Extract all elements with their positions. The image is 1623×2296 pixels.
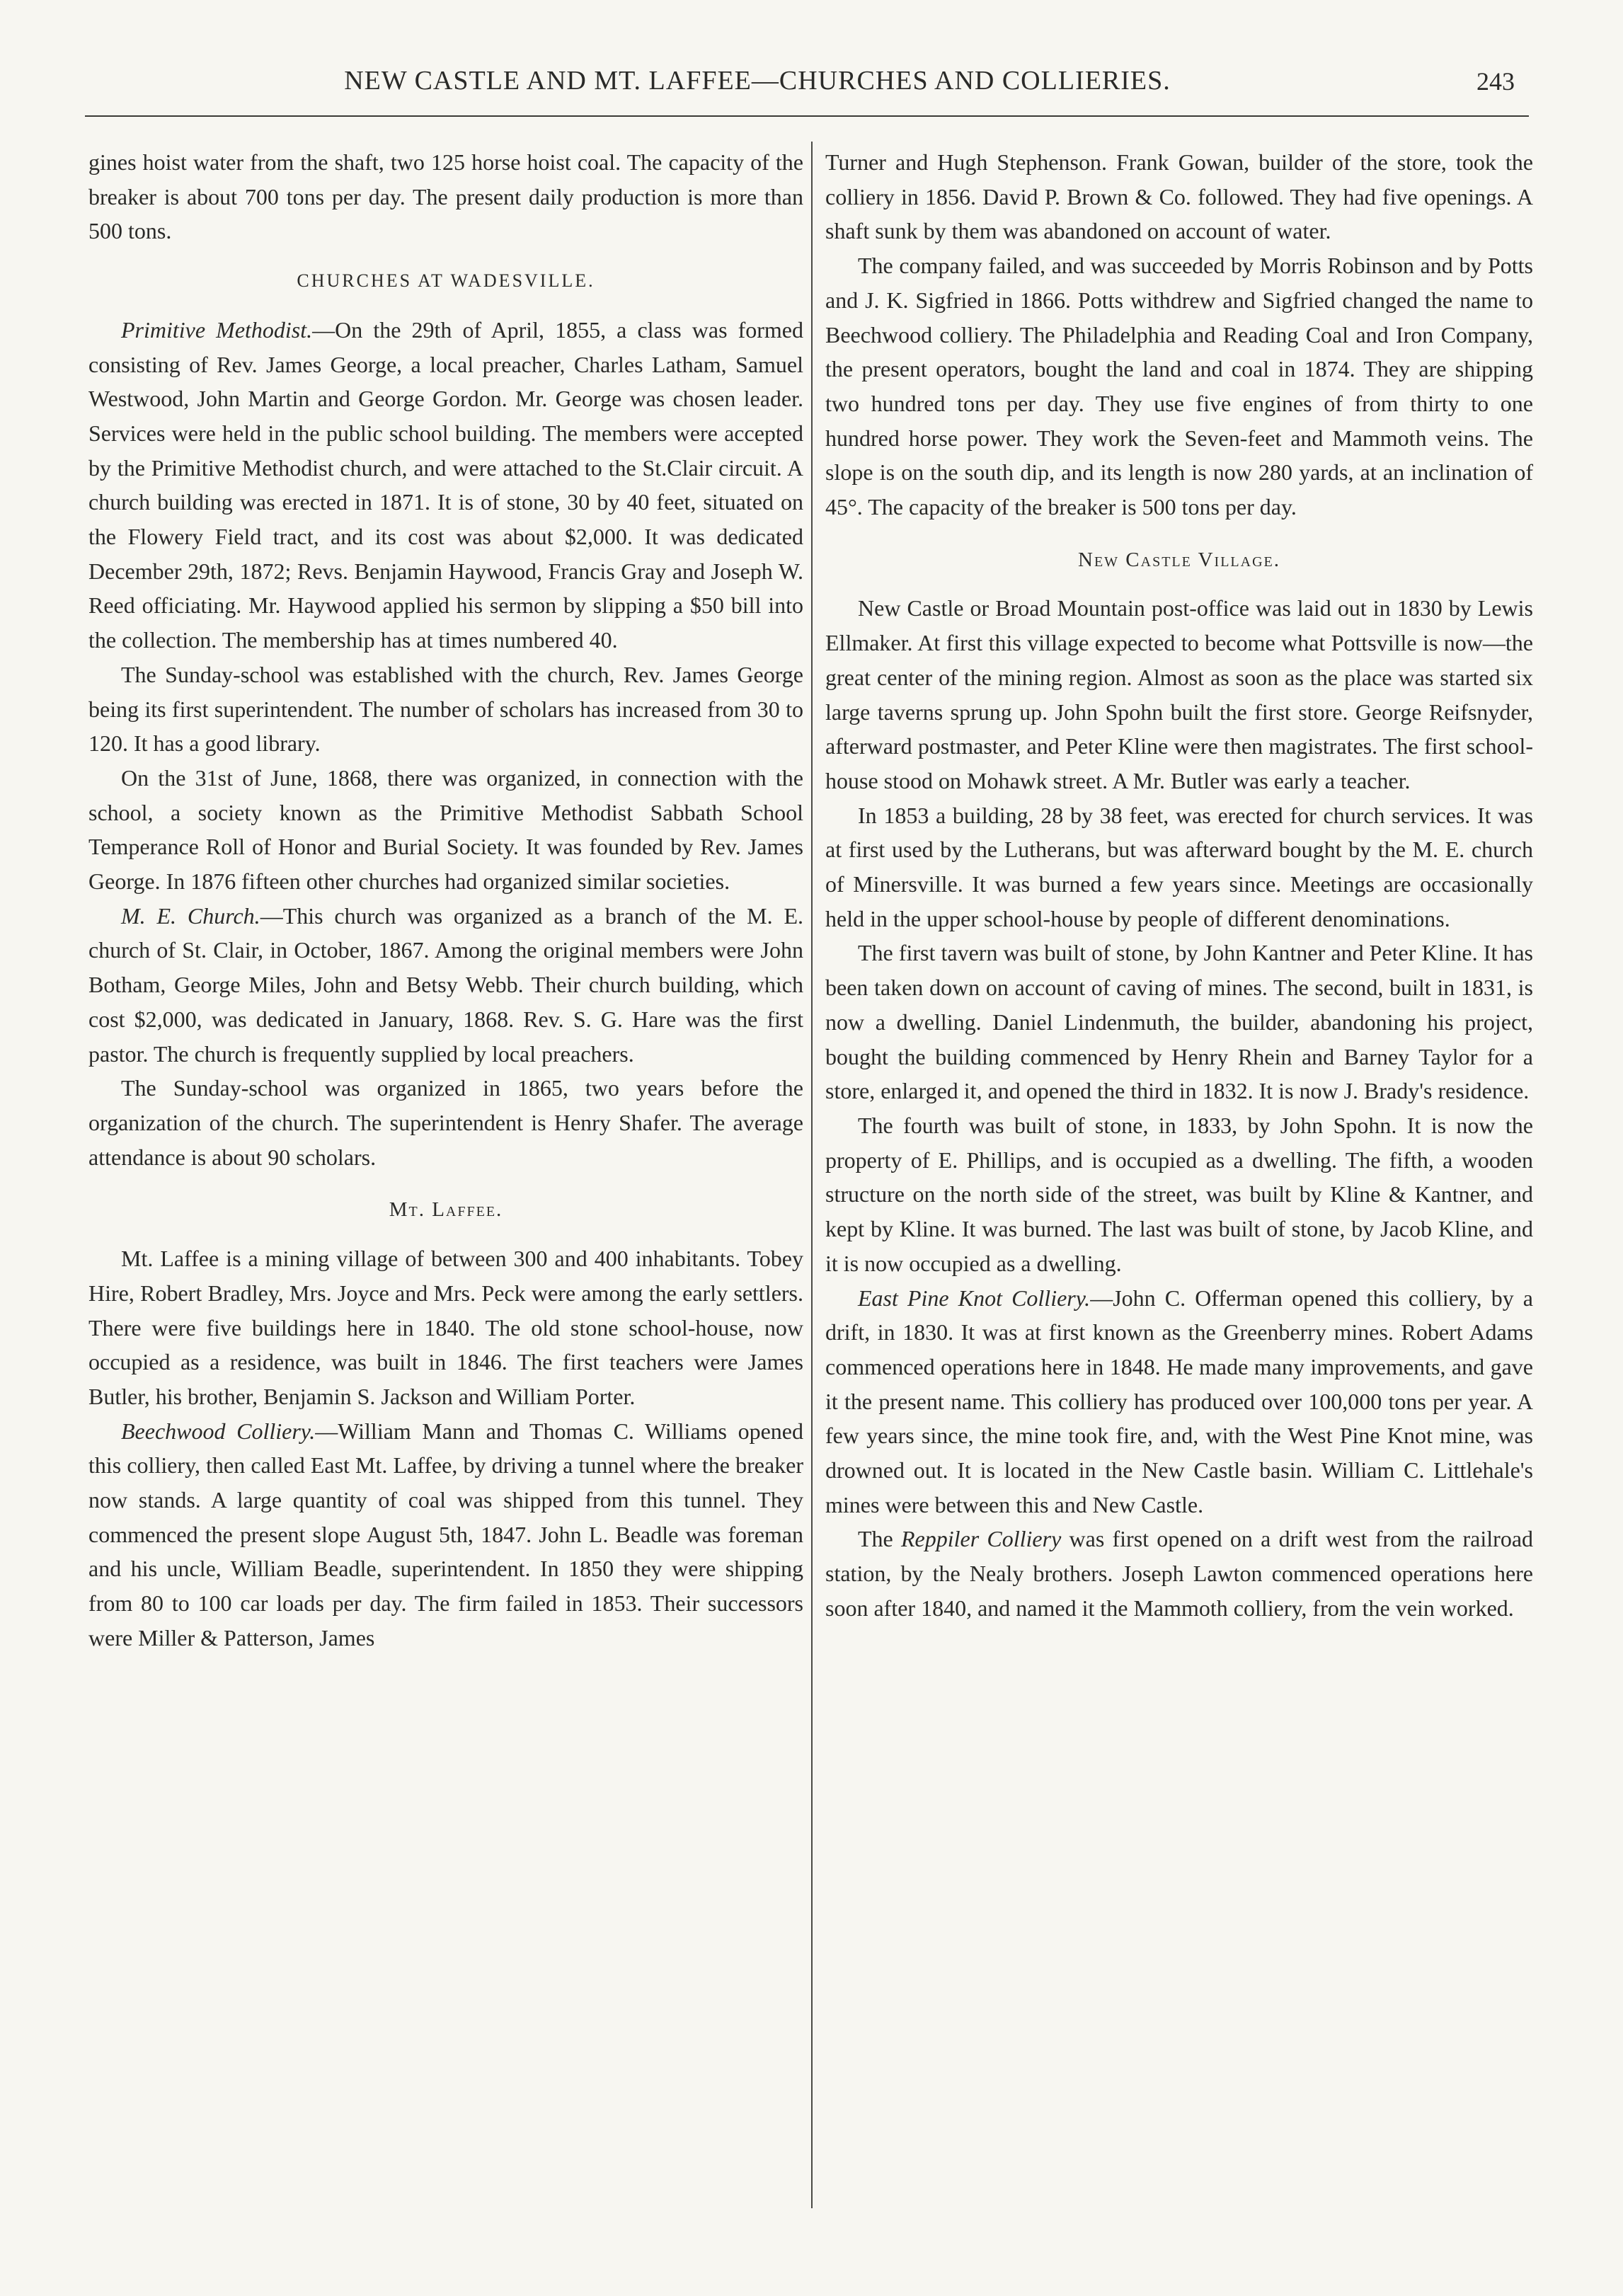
paragraph: The company failed, and was succeeded by Morris Robinson and by Potts and J. K. Sigfried in 1866. Potts withdrew and Sigfried changed the name to Beechwood colliery. The Philadelphia and Reading Coal and Iron Company, the present operators, bought the land and coal in 1874. They are shipping two hundred tons per day. They use five engines of from thirty to one hundred horse power. They work the Seven-feet and Mammoth veins. The slope is on the south dip, and its length is now 280 yards, at an inclination of 45°. The capacity of the breaker is 500 tons per day. [825,253,1533,520]
paragraph-text: —William Mann and Thomas C. Williams opened this colliery, then called East Mt. Laffee, by driving a tunnel where the breaker now stands. A large quantity of coal was shipped from this tunnel. They commenced the present slope August 5th, 1847. John L. Beadle was foreman and his uncle, William Beadle, superintendent. In 1850 they were shipping from 80 to 100 car loads per day. The firm failed in 1853. Their successors were Miller & Patterson, James [88,1418,804,1651]
section-heading-churches: CHURCHES AT WADESVILLE. [297,270,595,292]
paragraph-east-pine-knot [825,1281,1533,1522]
running-head [85,65,1515,105]
running-title: NEW CASTLE AND MT. LAFFEE—CHURCHES AND COLLIERIES. [344,66,1171,96]
paragraph-text: —This church was organized as a branch of the M. E. church of St. Clair, in October, 1867. Among the original members were John Botham, George Miles, John and Betsy Webb. Their church building, which cost $2,000, was dedicated in January, 1868. Rev. S. G. Hare was the first pastor. The church is frequently supplied by local preachers. [88,902,804,1067]
italic-title: Primitive Methodist. [121,316,313,343]
section-heading-mt-laffee: Mt. Laffee. [389,1198,503,1222]
paragraph-text: was first opened on a drift west from the railroad station, by the Nealy brothers. Joseph Lawton commenced operations here soon after 1840, and named it the Mammoth colliery, from the vein worked. [825,1526,1534,1621]
paragraph: On the 31st of June, 1868, there was organized, in connection with the school, a society known as the Primitive Methodist Sabbath School Temperance Roll of Honor and Burial Society. It was founded by Rev. James George. In 1876 fifteen other churches had organized similar societies. [88,764,803,895]
italic-title: Reppiler Colliery [900,1526,1062,1552]
paragraph: The Sunday-school was established with the church, Rev. James George being its first superintendent. The number of scholars has increased from 30 to 120. It has a good library. [88,661,803,757]
paragraph: Turner and Hugh Stephenson. Frank Gowan, builder of the store, took the colliery in 1856. David P. Brown & Co. followed. They had five openings. A shaft sunk by them was abandoned on account of water. [825,149,1533,244]
paragraph: The Sunday-school was organized in 1865, two years before the organization of the church. The superintendent is Henry Shafer. The average attendance is about 90 scholars. [88,1075,803,1170]
paragraph: The first tavern was built of stone, by John Kantner and Peter Kline. It has been taken down on account of caving of mines. The second, built in 1831, is now a dwelling. Daniel Lindenmuth, the builder, abandoning his project, bought the building commenced by Henry Rhein and Barney Taylor for a store, enlarged it, and opened the third in 1832. It is now J. Brady's residence. [825,940,1533,1104]
paragraph: The fourth was built of stone, in 1833, by John Spohn. It is now the property of E. Phillips, and is occupied as a dwelling. The fifth, a wooden structure on the north side of the street, was built by Kline & Kantner, and kept by Kline. It was burned. The last was built of stone, by Jacob Kline, and it is now occupied as a dwelling. [825,1112,1533,1276]
paragraph: In 1853 a building, 28 by 38 feet, was erected for church services. It was at first used by the Lutherans, but was afterward bought by the M. E. church of Minersville. It was burned a few years since. Meetings are occasionally held in the upper school-house by people of different denominations. [825,802,1533,931]
paragraph-text: —On the 29th of April, 1855, a class was formed consisting of Rev. James George, a local preacher, Charles Latham, Samuel Westwood, John Martin and George Gordon. Mr. George was chosen leader. Services were held in the public school building. The members were accepted by the Primitive Methodist church, and were attached to the St.Clair circuit. A church building was erected in 1871. It is of stone, 30 by 40 feet, situated on the Flowery Field tract, and its cost was about $2,000. It was dedicated December 29th, 1872; Revs. Benjamin Haywood, Francis Gray and Joseph W. Reed officiating. Mr. Haywood applied his sermon by slipping a $50 bill into the collection. The membership has at times numbered 40. [88,316,804,653]
left-column [88,145,803,1655]
section-heading-new-castle-village: New Castle Village. [1078,548,1280,571]
right-column [825,145,1533,1626]
page-number: 243 [1476,67,1515,96]
paragraph: Mt. Laffee is a mining village of between 300 and 400 inhabitants. Tobey Hire, Robert Bradley, Mrs. Joyce and Mrs. Peck were among the early settlers. There were five buildings here in 1840. The old stone school-house, now occupied as a residence, was built in 1846. The first teachers were James Butler, his brother, Benjamin S. Jackson and William Porter. [88,1246,803,1409]
paragraph-beechwood-colliery [88,1414,803,1655]
paragraph-me-church [88,899,803,1072]
italic-title: East Pine Knot Colliery. [858,1285,1091,1311]
paragraph: gines hoist water from the shaft, two 125 horse hoist coal. The capacity of the breaker is about 700 tons per day. The present daily production is more than 500 tons. [88,149,803,244]
column-divider [811,142,813,2208]
paragraph-text: The [858,1526,901,1552]
italic-title: M. E. Church. [121,902,260,929]
paragraph-reppiler-colliery [825,1522,1533,1625]
paragraph-primitive-methodist [88,313,803,658]
paragraph-text: —John C. Offerman opened this colliery, by a drift, in 1830. It was at first known as the Greenberry mines. Robert Adams commenced operations here in 1848. He made many improvements, and gave it the present name. This colliery has produced over 100,000 tons per year. A few years since, the mine took fire, and, with the West Pine Knot mine, was drowned out. It is located in the New Castle basin. William C. Littlehale's mines were between this and New Castle. [825,1285,1534,1517]
header-rule [85,115,1529,117]
paragraph: New Castle or Broad Mountain post-office was laid out in 1830 by Lewis Ellmaker. At first this village expected to become what Pottsville is now—the great center of the mining region. Almost as soon as the place was started six large taverns sprung up. John Spohn built the first store. George Reifsnyder, afterward postmaster, and Peter Kline were then magistrates. The first school-house stood on Mohawk street. A Mr. Butler was early a teacher. [825,595,1533,793]
italic-title: Beechwood Colliery. [121,1418,316,1444]
